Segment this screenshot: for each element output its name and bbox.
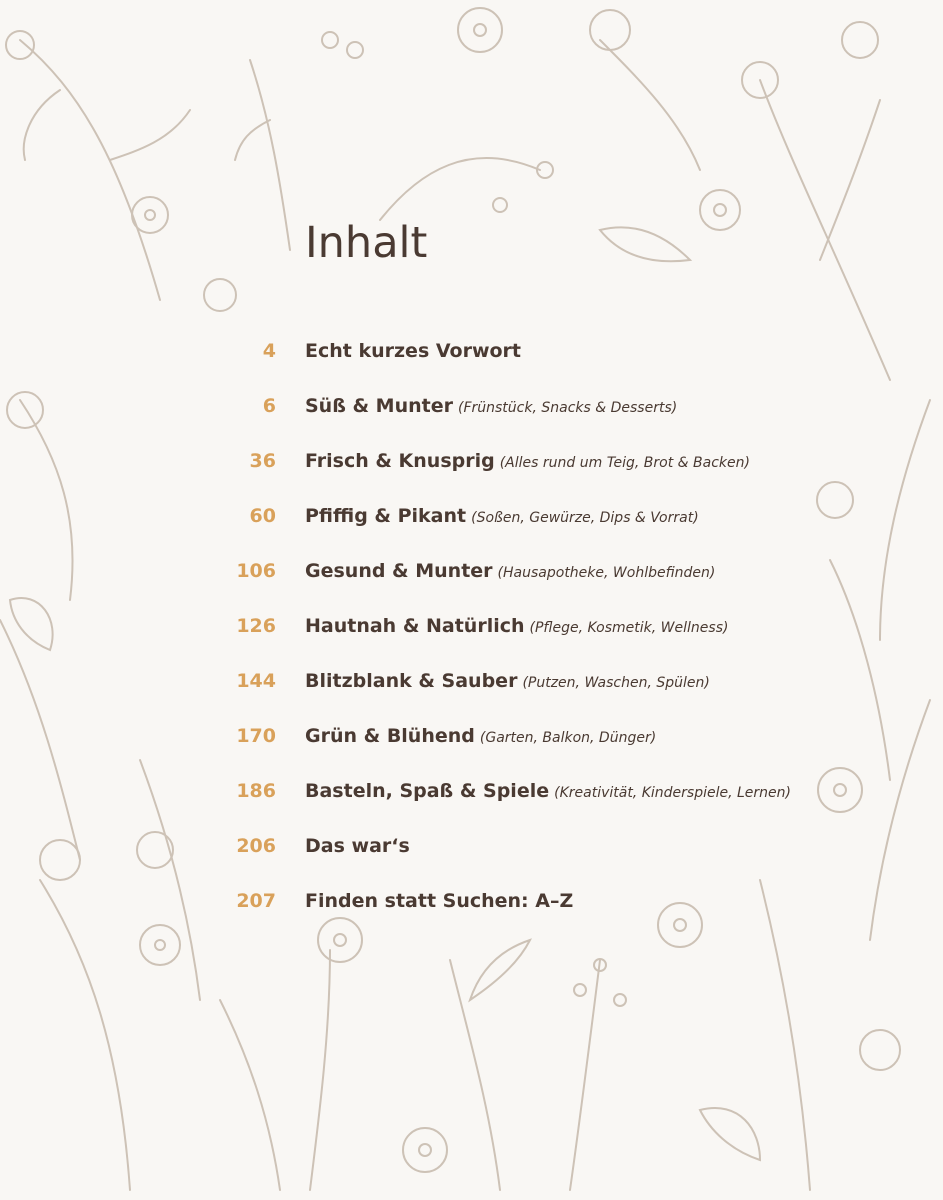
flower-icon [204,279,236,311]
toc-chapter-title: Frisch & Knusprig [305,450,495,472]
floral-stem-icon [450,960,500,1190]
flower-icon [842,22,878,58]
berry-icon [347,42,363,58]
toc-chapter-subtitle: (Frünstück, Snacks & Desserts) [457,400,678,416]
toc-entry[interactable] [0,444,943,478]
toc-chapter-subtitle: (Hausapotheke, Wohlbefinden) [497,565,716,581]
flower-icon [419,1144,431,1156]
toc-entry[interactable] [0,609,943,643]
toc-chapter-title: Blitzblank & Sauber [305,670,518,692]
toc-page-number: 36 [249,450,276,472]
page-title: Inhalt [305,218,428,268]
toc-entry-text [305,334,521,369]
toc-page-number: 126 [236,615,276,637]
berry-icon [614,994,626,1006]
flower-icon [474,24,486,36]
flower-icon [145,210,155,220]
toc-page-number: 206 [236,835,276,857]
toc-chapter-title: Grün & Blühend [305,725,475,747]
floral-stem-icon [40,880,130,1190]
floral-stem-icon [310,950,330,1190]
flower-icon [318,918,362,962]
flower-icon [674,919,686,931]
toc-chapter-subtitle: (Alles rund um Teig, Brot & Backen) [499,455,750,471]
floral-stem-icon [220,1000,280,1190]
floral-stem-icon [24,90,60,160]
toc-chapter-subtitle: (Garten, Balkon, Dünger) [479,730,657,746]
toc-entry-text [305,719,656,755]
toc-chapter-title: Basteln, Spaß & Spiele [305,780,550,802]
toc-chapter-title: Hautnah & Natürlich [305,615,525,637]
flower-icon [714,204,726,216]
toc-page-number: 6 [262,395,276,417]
toc-entry[interactable] [0,499,943,533]
toc-page-number: 106 [236,560,276,582]
toc-chapter-subtitle: (Kreativität, Kinderspiele, Lernen) [554,785,791,801]
toc-entry[interactable] [0,664,943,698]
toc-chapter-title: Echt kurzes Vorwort [305,340,522,362]
floral-stem-icon [235,120,270,160]
toc-entry-text [305,609,728,645]
flower-icon [6,31,34,59]
toc-chapter-title: Das war‘s [305,835,410,857]
toc-chapter-title: Gesund & Munter [305,560,493,582]
toc-entry-text [305,499,699,535]
toc-entry[interactable] [0,774,943,808]
toc-entry-text [305,829,410,864]
toc-entry-text [305,554,715,590]
flower-icon [334,934,346,946]
toc-entry-text [305,774,791,810]
floral-stem-icon [250,60,290,250]
toc-entry[interactable] [0,554,943,588]
toc-chapter-subtitle: (Pflege, Kosmetik, Wellness) [529,620,729,636]
toc-entry[interactable] [0,719,943,753]
berry-icon [574,984,586,996]
toc-entry-text [305,664,710,700]
flower-icon [700,190,740,230]
leaf-icon [700,1108,760,1160]
leaf-icon [600,227,690,261]
toc-page-number: 207 [236,890,276,912]
flower-icon [860,1030,900,1070]
toc-chapter-subtitle: (Putzen, Waschen, Spülen) [522,675,710,691]
toc-chapter-title: Finden statt Suchen: A–Z [305,890,574,912]
toc-entry-text [305,444,750,480]
toc-page-number: 170 [236,725,276,747]
leaf-icon [470,940,530,1000]
toc-entry[interactable] [0,829,943,863]
floral-stem-icon [20,40,160,300]
floral-stem-icon [380,158,540,220]
toc-chapter-title: Pfiffig & Pikant [305,505,467,527]
toc-chapter-subtitle: (Soßen, Gewürze, Dips & Vorrat) [471,510,699,526]
floral-stem-icon [110,110,190,160]
toc-page-number: 144 [236,670,276,692]
flower-icon [132,197,168,233]
flower-icon [403,1128,447,1172]
toc-chapter-title: Süß & Munter [305,395,453,417]
floral-stem-icon [760,880,810,1190]
flower-icon [458,8,502,52]
toc-page-number: 60 [249,505,276,527]
flower-icon [140,925,180,965]
toc-entry[interactable] [0,334,943,368]
flower-icon [155,940,165,950]
toc-page-number: 186 [236,780,276,802]
floral-stem-icon [820,100,880,260]
toc-entry-text [305,389,677,425]
flower-icon [590,10,630,50]
toc-entry[interactable] [0,884,943,918]
toc-entry-text [305,884,573,919]
toc-entry[interactable] [0,389,943,423]
floral-stem-icon [600,40,700,170]
berry-icon [322,32,338,48]
berry-icon [493,198,507,212]
toc-page-number: 4 [262,340,276,362]
